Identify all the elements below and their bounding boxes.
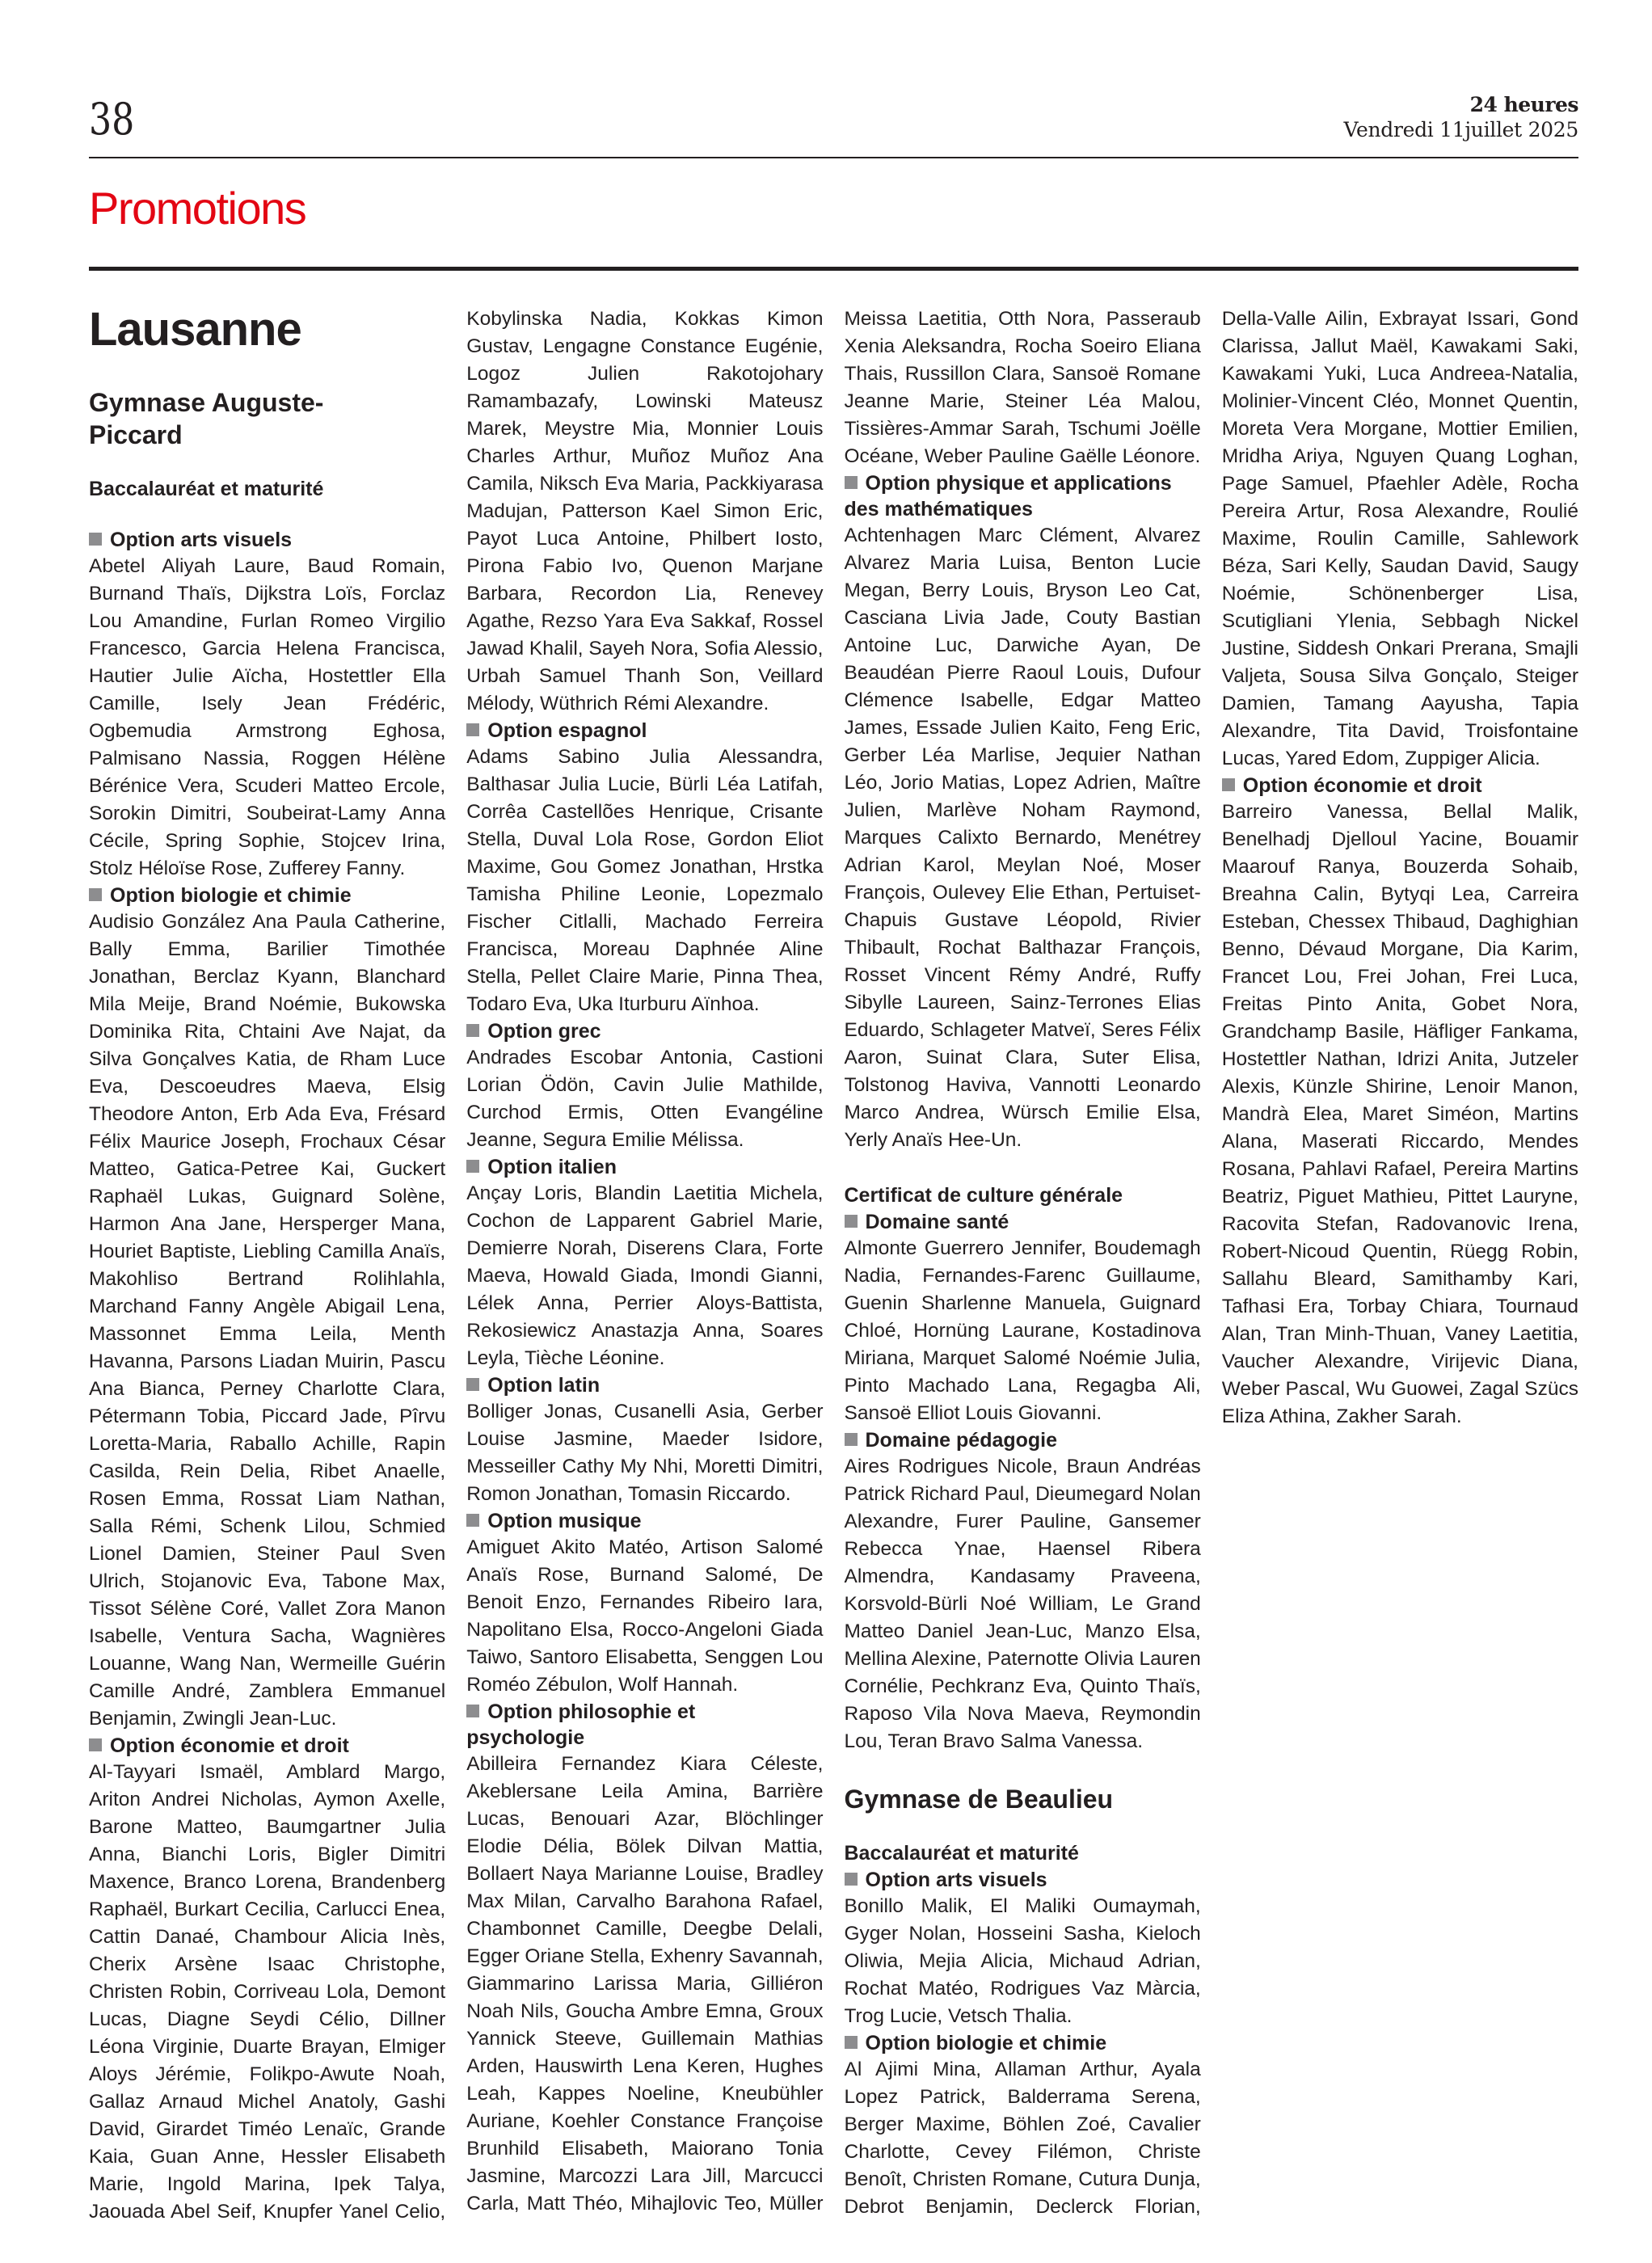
option-heading [466,718,823,744]
square-bullet-icon [845,1215,858,1228]
option-label: Option musique [487,1510,642,1532]
option-heading [89,1733,445,1759]
option-heading [845,1867,1201,1893]
program-heading: Certificat de culture générale [844,1184,1123,1207]
square-bullet-icon [466,1378,479,1391]
student-list: Aires Rodrigues Nicole, Braun Andréas Patrick Richard Paul, Dieumegard Nolan Alexandre, Furer Pauline, Gansemer Rebecca Ynae, Haensel Ribera Almendra, Kandasamy Praveena, Korsvold-Bürli Noé William, Le Grand Matteo Daniel Jean-Luc, Manzo Elsa, Mellina Alexine, Paternotte Olivia Lauren Cornélie, Pechkranz Eva, Quinto Thaïs, Raposo Vila Nova Maeva, Reymondin Lou, Teran Bravo Salma Vanessa. [844,1456,1201,1752]
option-label: Domaine pédagogie [865,1429,1058,1452]
school-heading: Gymnase Auguste-Piccard [89,388,324,449]
option-label: Option arts visuels [110,529,293,551]
option-heading [845,1427,1201,1453]
header-rule [89,157,1578,158]
newspaper-name: 24 heures [1469,93,1578,116]
option-label: Option italien [487,1156,617,1178]
square-bullet-icon [466,1024,479,1037]
square-bullet-icon [845,1873,858,1886]
section-title: Promotions [89,183,306,234]
option-label: Option espagnol [487,719,647,742]
student-list: Al Ajimi Mina, Allaman Arthur, Ayala Lopez Patrick, Balderrama Serena, Berger Maxime, Böhlen Zoé, Cavalier Charlotte, Cevey Filémon, Christe Benoît, Christen Romane, Cutura Dunja, Debrot Benjamin, Declerck Florian, Della-Valle Ailin, Exbrayat Issari, Gond Clarissa, Jallut Maël, Kawakami Saki, Kawakami Yuki, Luca Andreea-Natalia, Molinier-Vincent Cléo, Monnet Quentin, Moreta Vera Morgane, Mottier Emilien, Mridha Ariya, Nguyen Quang Loghan, Page Samuel, Pfaehler Adèle, Rocha Pereira Artur, Rosa Alexandre, Roulié Maxime, Roulin Camille, Sahlework Béza, Sari Kelly, Saudan David, Saugy Noémie, Schönenberger Lisa, Scutigliani Ylenia, Sebbagh Nickel Justine, Siddesh Onkari Prerana, Smajli Valjeta, Sousa Silva Gonçalo, Steiger Damien, Tamang Aayusha, Tapia Alexandre, Tita David, Troisfontaine Lucas, Yared Edom, Zuppiger Alicia. [844,308,1578,2218]
article-columns [89,303,1578,2229]
square-bullet-icon [845,1433,858,1446]
option-heading [466,1372,823,1398]
square-bullet-icon [466,723,479,736]
student-list: Abetel Aliyah Laure, Baud Romain, Burnand Thaïs, Dijkstra Loïs, Forclaz Lou Amandine, Furlan Romeo Virgilio Francesco, Garcia Helena Francisca, Hautier Julie Aïcha, Hostettler Ella Camille, Isely Jean Frédéric, Ogbemudia Armstrong Eghosa, Palmisano Nassia, Roggen Hélène Bérénice Vera, Scuderi Matteo Ercole, Sorokin Dimitri, Soubeirat-Lamy Anna Cécile, Spring Sophie, Stojcev Irina, Stolz Héloïse Rose, Zufferey Fanny. [89,555,446,879]
section-rule [89,267,1578,271]
square-bullet-icon [845,2036,858,2049]
school-heading: Gymnase de Beaulieu [844,1785,1114,1814]
student-list: Andrades Escobar Antonia, Castioni Lorian Ödön, Cavin Julie Mathilde, Curchod Ermis, Otten Evangéline Jeanne, Segura Emilie Mélissa. [466,1047,824,1151]
square-bullet-icon [89,888,102,901]
option-label: Option biologie et chimie [110,884,352,907]
student-list: Bolliger Jonas, Cusanelli Asia, Gerber Louise Jasmine, Maeder Isidore, Messeiller Cathy My Nhi, Moretti Dimitri, Romon Jonathan, Tomasin Riccardo. [466,1401,824,1505]
student-list: Ançay Loris, Blandin Laetitia Michela, Cochon de Lapparent Gabriel Marie, Demierre Norah, Diserens Clara, Forte Maeva, Howald Giada, Imondi Gianni, Lélek Anna, Perrier Aloys-Battista, Rekosiewicz Anastazja Anna, Soares Leyla, Tièche Léonine. [466,1182,824,1369]
option-label: Option latin [487,1374,601,1397]
student-list: Almonte Guerrero Jennifer, Boudemagh Nadia, Fernandes-Farenc Guillaume, Guenin Sharlenne Manuela, Guignard Chloé, Hornüng Laurane, Kostadinova Miriana, Marquet Salomé Noémie Julia, Pinto Machado Lana, Regagba Ali, Sansoë Elliot Louis Giovanni. [844,1237,1201,1424]
option-label: Option biologie et chimie [865,2032,1107,2054]
option-heading [466,1018,823,1044]
publication-date: Vendredi 11juillet 2025 [1343,118,1578,141]
student-list: Barreiro Vanessa, Bellal Malik, Benelhadj Djelloul Yacine, Bouamir Maarouf Ranya, Bouzerda Sohaib, Breahna Calin, Bytyqi Lea, Carreira Esteban, Chessex Thibaud, Daghighian Benno, Dévaud Morgane, Dia Karim, Francet Lou, Frei Johan, Frei Luca, Freitas Pinto Anita, Gobet Nora, Grandchamp Basile, Häfliger Fankama, Hostettler Nathan, Idrizi Anita, Jutzeler Alexis, Künzle Shirine, Lenoir Manon, Mandrà Elea, Maret Siméon, Martins Alana, Maserati Riccardo, Mendes Rosana, Pahlavi Rafael, Pereira Martins Beatriz, Piguet Mathieu, Pittet Lauryne, Racovita Stefan, Radovanovic Irena, Robert-Nicoud Quentin, Rüegg Robin, Sallahu Bleard, Samithamby Kari, Tafhasi Era, Torbay Chiara, Tournaud Alan, Tran Minh-Thuan, Vaney Laetitia, Vaucher Alexandre, Virijevic Diana, Weber Pascal, Wu Guowei, Zagal Szücs Eliza Athina, Zakher Sarah. [1221,801,1578,1427]
student-list: Abilleira Fernandez Kiara Céleste, Akeblersane Leila Amina, Barrière Lucas, Benouari Azar, Blöchlinger Elodie Délia, Bölek Dilvan Mattia, Bollaert Naya Marianne Louise, Bradley Max Milan, Carvalho Barahona Rafael, Chambonnet Camille, Deegbe Delali, Egger Oriane Stella, Exhenry Savannah, Giammarino Larissa Maria, Gilliéron Noah Nils, Goucha Ambre Emna, Groux Yannick Steeve, Guillemain Mathias Arden, Hauswirth Lena Keren, Hughes Leah, Kappes Noeline, Kneubühler Auriane, Koehler Constance Françoise Brunhild Elisabeth, Maiorano Tonia Jasmine, Marcozzi Lara Jill, Marcucci Carla, Matt Théo, Mihajlovic Teo, Müller Meissa Laetitia, Otth Nora, Passeraub Xenia Aleksandra, Rocha Soeiro Eliana Thais, Russillon Clara, Sansoë Romane Jeanne Marie, Steiner Léa Malou, Tissières-Ammar Sarah, Tschumi Joëlle Océane, Weber Pauline Gaëlle Léonore. [466,308,1201,2215]
student-list: Bonillo Malik, El Maliki Oumaymah, Gyger Nolan, Hosseini Sasha, Kieloch Oliwia, Mejia Alicia, Michaud Adrian, Rochat Matéo, Rodrigues Vaz Màrcia, Trog Lucie, Vetsch Thalia. [844,1895,1201,2027]
option-heading [845,2030,1201,2056]
student-list: Amiguet Akito Matéo, Artison Salomé Anaïs Rose, Burnand Salomé, De Benoit Enzo, Fernandes Ribeiro Iara, Napolitano Elsa, Rocco-Angeloni Giada Taiwo, Santoro Elisabetta, Senggen Lou Roméo Zébulon, Wolf Hannah. [466,1536,824,1696]
square-bullet-icon [466,1705,479,1717]
city-heading: Lausanne [89,303,301,356]
program-heading: Baccalauréat et maturité [89,478,324,500]
student-list: Adams Sabino Julia Alessandra, Balthasar Julia Lucie, Bürli Léa Latifah, Corrêa Castellões Henrique, Crisante Stella, Duval Lola Rose, Gordon Eliot Maxime, Gou Gomez Jonathan, Hrstka Tamisha Philine Leonie, Lopezmalo Fischer Citlalli, Machado Ferreira Francisca, Moreau Daphnée Aline Stella, Pellet Claire Marie, Pinna Thea, Todaro Eva, Uka Iturburu Aïnhoa. [466,746,824,1015]
option-heading [466,1699,733,1751]
student-list: Achtenhagen Marc Clément, Alvarez Alvarez Maria Luisa, Benton Lucie Megan, Berry Louis, Bryson Leo Cat, Casciana Livia Jade, Couty Bastian Antoine Luc, Darwiche Ayan, De Beaudéan Pierre Raoul Louis, Dufour Clémence Isabelle, Edgar Matteo James, Essade Julien Kaito, Feng Eric, Gerber Léa Marlise, Jequier Nathan Léo, Jorio Matias, Lopez Adrien, Maître Julien, Marlève Noham Raymond, Marques Calixto Bernardo, Menétrey Adrian Karol, Meylan Noé, Moser François, Oulevey Elie Ethan, Pertuiset-Chapuis Gustave Léopold, Rivier Thibault, Rochat Balthazar François, Rosset Vincent Rémy André, Ruffy Sibylle Laureen, Sainz-Terrones Elias Eduardo, Schlageter Matveï, Seres Félix Aaron, Suinat Clara, Suter Elisa, Tolstonog Haviva, Vannotti Leonardo Marco Andrea, Würsch Emilie Elsa, Yerly Anaïs Hee-Un. [844,525,1201,1151]
square-bullet-icon [466,1160,479,1173]
student-list: Al-Tayyari Ismaël, Amblard Margo, Ariton Andrei Nicholas, Aymon Axelle, Barone Matteo, Baumgartner Julia Anna, Bianchi Loris, Bigler Dimitri Maxence, Branco Lorena, Brandenberg Raphaël, Burkart Cecilia, Carlucci Enea, Cattin Danaé, Chambour Alicia Inès, Cherix Arsène Isaac Christophe, Christen Robin, Corriveau Lola, Demont Lucas, Diagne Seydi Célio, Dillner Léona Virginie, Duarte Brayan, Elmiger Aloys Jérémie, Folikpo-Awute Noah, Gallaz Arnaud Michel Anatoly, Gashi David, Girardet Timéo Lenaïc, Grande Kaia, Guan Anne, Hessler Elisabeth Marie, Ingold Marina, Ipek Talya, Jaouada Abel Seif, Knupfer Yanel Celio, Kobylinska Nadia, Kokkas Kimon Gustav, Lengagne Constance Eugénie, Logoz Julien Rakotojohary Ramambazafy, Lowinski Mateusz Marek, Meystre Mia, Monnier Louis Charles Arthur, Muñoz Muñoz Ana Camila, Niksch Eva Maria, Packkiyarasa Madujan, Patterson Kael Simon Eric, Payot Luca Antoine, Philbert Iosto, Pirona Fabio Ivo, Quenon Marjane Barbara, Recordon Lia, Renevey Agathe, Rezso Yara Eva Sakkaf, Rossel Jawad Khalil, Sayeh Nora, Sofia Alessio, Urbah Samuel Thanh Son, Veillard Mélody, Wüthrich Rémi Alexandre. [89,308,824,2223]
option-label: Option physique et applications des mathématiques [844,472,1172,520]
option-heading [1222,773,1578,799]
masthead [1343,93,1578,143]
square-bullet-icon [89,1738,102,1751]
square-bullet-icon [466,1514,479,1527]
square-bullet-icon [1222,778,1235,791]
student-list: Audisio González Ana Paula Catherine, Bally Emma, Barilier Timothée Jonathan, Berclaz Kyann, Blanchard Mila Meije, Brand Noémie, Bukowska Dominika Rita, Chtaini Ave Najat, da Silva Gonçalves Katia, de Rham Luce Eva, Descoeudres Maeva, Elsig Theodore Anton, Erb Ada Eva, Frésard Félix Maurice Joseph, Frochaux César Matteo, Gatica-Petree Kai, Guckert Raphaël Lukas, Guignard Solène, Harmon Ana Jane, Hersperger Mana, Houriet Baptiste, Liebling Camilla Anaïs, Makohliso Bertrand Rolihlahla, Marchand Fanny Angèle Abigail Lena, Massonnet Emma Leila, Menth Havanna, Parsons Liadan Muirin, Pascu Ana Bianca, Perney Charlotte Clara, Pétermann Tobia, Piccard Jade, Pîrvu Loretta-Maria, Raballo Achille, Rapin Casilda, Rein Delia, Ribet Anaelle, Rosen Emma, Rossat Liam Nathan, Salla Rémi, Schenk Lilou, Schmied Lionel Damien, Steiner Paul Sven Ulrich, Stojanovic Eva, Tabone Max, Tissot Sélène Coré, Vallet Zora Manon Isabelle, Ventura Sacha, Wagnières Louanne, Wang Nan, Wermeille Guérin Camille André, Zamblera Emmanuel Benjamin, Zwingli Jean-Luc. [89,911,446,1730]
square-bullet-icon [89,533,102,546]
page-number: 38 [89,94,135,145]
option-label: Domaine santé [865,1211,1009,1233]
option-label: Option économie et droit [110,1734,349,1757]
option-label: Option philosophie et psychologie [466,1700,696,1749]
option-heading [89,527,445,553]
option-heading [466,1508,823,1534]
option-heading [845,1209,1201,1235]
option-label: Option économie et droit [1242,774,1482,797]
option-heading [845,470,1201,522]
option-heading [466,1154,823,1180]
option-label: Option grec [487,1020,601,1043]
square-bullet-icon [845,476,858,489]
option-heading [89,883,445,908]
option-label: Option arts visuels [865,1869,1047,1891]
program-heading: Baccalauréat et maturité [844,1842,1079,1865]
